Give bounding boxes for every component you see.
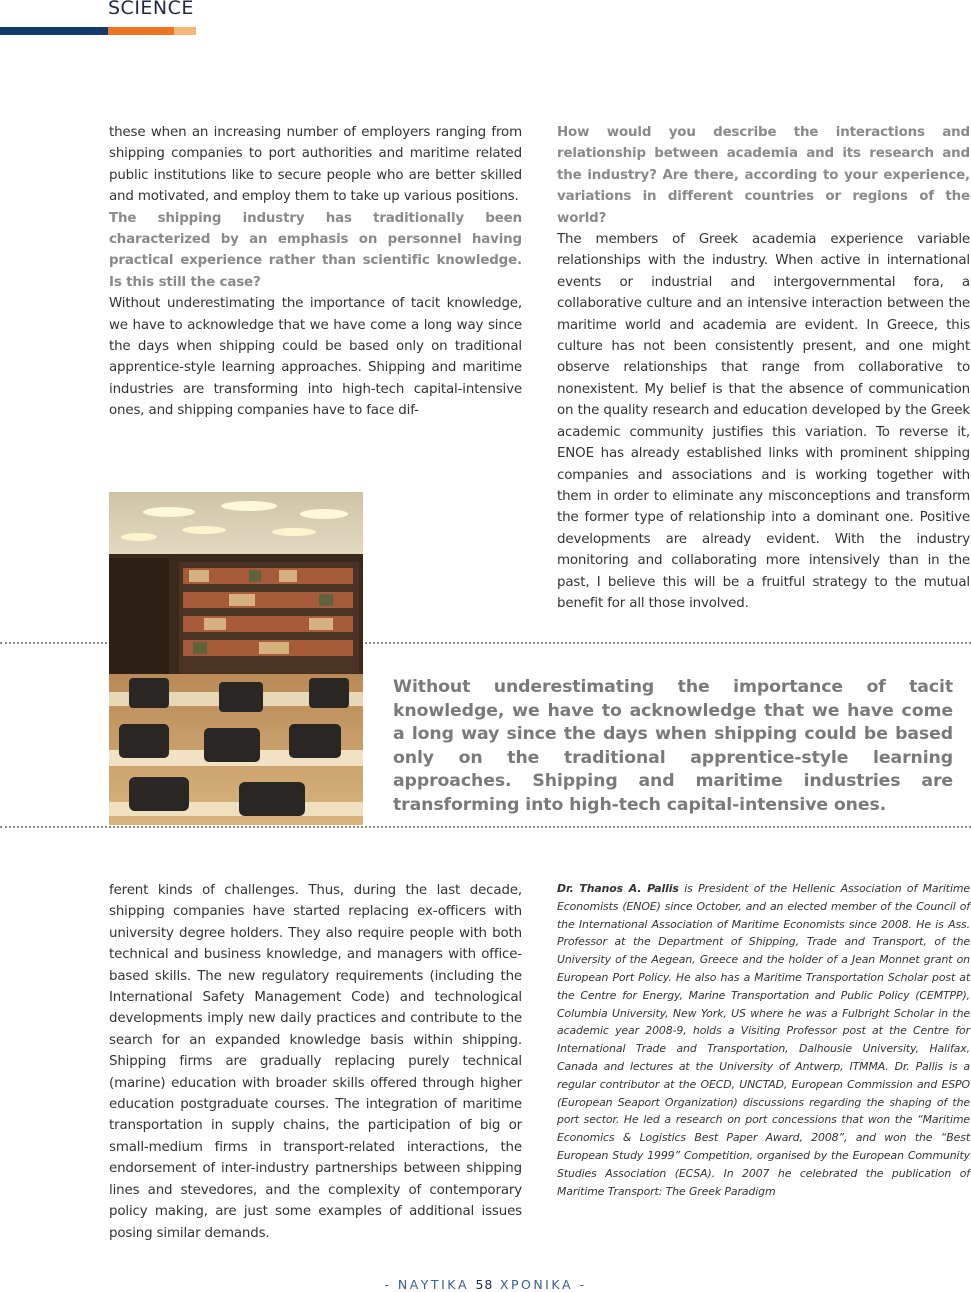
dotted-divider-bottom (0, 826, 971, 828)
header-bar-peach (174, 27, 196, 35)
library-photo (109, 492, 363, 825)
bio-name: Dr. Thanos A. Pallis (557, 882, 679, 895)
left-column-top (109, 122, 522, 422)
section-label: SCIENCE (108, 0, 194, 19)
continuation-paragraph: ferent kinds of challenges. Thus, during the last decade, shipping companies have started replacing ex-officers with university degree holders. They also require people with both technical and business knowledge, and managers with office-based skills. The new regulatory requirements (including the International Safety Management Code) and technological developments imply new daily practices and contribute to the search for an expanded knowledge basis within shipping. Shipping firms are gradually replacing purely technical (marine) education with broader skills offered through higher education postgraduate courses. The integration of maritime transportation in supply chains, the participation of big or small-medium firms in transport-related interactions, the endorsement of inter-industry partnerships between shipping lines and stevedores, and the complexity of contemporary policy making, are just some examples of additional issues posing similar demands. (109, 883, 522, 1241)
footer-right: ΧΡΟΝΙΚΑ - (499, 1277, 587, 1292)
page-number: 58 (475, 1277, 494, 1292)
interview-question-2: How would you describe the interactions and relationship between academia and its research and the industry? Are there, according to your experience, variations in different countries or regions of the world? (557, 125, 970, 226)
right-column-top (557, 122, 970, 614)
interview-question-1: The shipping industry has traditionally been characterized by an emphasis on personnel having practical experience rather than scientific knowledge. Is this still the case? (109, 210, 522, 290)
interview-answer-2: The members of Greek academia experience variable relationships with the industry. When active in international events or industrial and intergovernmental fora, a collaborative culture and an intensive interaction between the maritime world and academia are evident. In Greece, this culture has not been consistently present, and one might observe relationships that range from collaborative to nonexistent. My belief is that the absence of communication on the quality research and education developed by the Greek academic community justifies this variation. To reverse it, ENOE has already established links with prominent shipping companies and associations and is working together with them in order to eliminate any misconceptions and transform the former type of relationship into a dominant one. Positive developments are already evident. With the industry monitoring and collaborating more intensively than in the past, I believe this will be a fruitful strategy to the mutual benefit for all those involved. (557, 232, 970, 611)
left-column-bottom (109, 880, 522, 1244)
header-bar-orange (108, 27, 174, 35)
author-bio (557, 880, 970, 1200)
intro-paragraph: these when an increasing number of employers ranging from shipping companies to port authorities and maritime related public institutions like to secure people who are better skilled and motivated, and employ them to take up various positions. (109, 125, 522, 205)
header-bar-navy (0, 27, 108, 35)
bio-text: is President of the Hellenic Association of Maritime Economists (ENOE) since October, and an elected member of the Council of the International Association of Maritime Economists since 2008. He is Ass. Professor at the Department of Shipping, Trade and Transport, of the University of the Aegean, Greece and the holder of a Jean Monnet grant on European Port Policy. He also has a Maritime Transportation Scholar post at the Centre for Energy, Marine Transportation and Public Policy (CEMTPP), Columbia University, New York, US where he was a Fulbright Scholar in the academic year 2008-9, holds a Visiting Professor post at the Centre for International Trade and Transportation, Dalhousie University, Halifax, Canada and lectures at the University of Antwerp, ITMMA. Dr. Pallis is a regular contributor at the OECD, UNCTAD, European Commission and ESPO (European Seaport Organization) discussions regarding the shaping of the port sector. He led a research on port concessions that won the “Maritime Economics & Logistics Best Paper Award, 2008”, and won the “Best European Study 1999” Competition, organised by the European Community Studies Association (ECSA). In 2007 he celebrated the publication of Maritime Transport: The Greek Paradigm (557, 882, 970, 1198)
page-footer (0, 1277, 971, 1292)
library-reading-room-photo (109, 492, 363, 825)
pull-quote: Without underestimating the importance of tacit knowledge, we have to acknowledge that we have come a long way since the days when shipping could be based only on the traditional apprentice-style learning approaches. Shipping and maritime industries are transforming into high-tech capital-intensive ones. (393, 677, 953, 815)
footer-left: - ΝΑΥΤΙΚΑ (384, 1277, 469, 1292)
interview-answer-1: Without underestimating the importance of tacit knowledge, we have to acknowledge that we have come a long way since the days when shipping could be based only on traditional apprentice-style learning approaches. Shipping and maritime industries are transforming into high-tech capital-intensive ones, and shipping companies have to face dif- (109, 296, 522, 419)
